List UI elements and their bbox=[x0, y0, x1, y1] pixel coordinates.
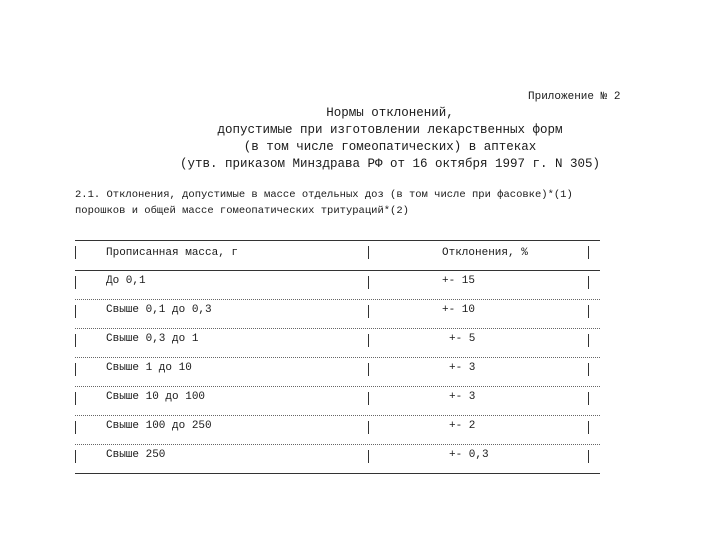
cell-mass: Свыше 10 до 100 bbox=[106, 391, 206, 403]
cell-deviation: +- 5 bbox=[449, 333, 476, 345]
row-separator bbox=[75, 299, 600, 300]
cell-mass: Свыше 1 до 10 bbox=[106, 362, 192, 374]
header-bottom-rule bbox=[75, 270, 600, 271]
row-4-border-2 bbox=[588, 392, 589, 405]
cell-deviation: +- 2 bbox=[449, 420, 476, 432]
section-paragraph: 2.1. Отклонения, допустимые в массе отдельных доз (в том числе при фасовке)*(1) порошков и общей массе гомеопатических тритураций*(2) bbox=[75, 189, 573, 217]
row-5-border-1 bbox=[368, 421, 369, 434]
row-2-border-0 bbox=[75, 334, 76, 347]
header-deviation: Отклонения, % bbox=[442, 247, 528, 259]
document-title-line-3: (в том числе гомеопатических) в аптеках bbox=[243, 140, 537, 154]
header-border-0 bbox=[75, 246, 76, 259]
cell-deviation: +- 3 bbox=[449, 391, 476, 403]
row-3-border-2 bbox=[588, 363, 589, 376]
row-6-border-2 bbox=[588, 450, 589, 463]
row-6-border-1 bbox=[368, 450, 369, 463]
cell-deviation: +- 3 bbox=[449, 362, 476, 374]
cell-mass: Свыше 0,1 до 0,3 bbox=[106, 304, 212, 316]
row-separator bbox=[75, 415, 600, 416]
cell-mass: Свыше 100 до 250 bbox=[106, 420, 212, 432]
row-3-border-1 bbox=[368, 363, 369, 376]
row-separator bbox=[75, 328, 600, 329]
row-separator bbox=[75, 444, 600, 445]
cell-mass: Свыше 250 bbox=[106, 449, 166, 461]
row-4-border-0 bbox=[75, 392, 76, 405]
row-1-border-1 bbox=[368, 305, 369, 318]
row-5-border-0 bbox=[75, 421, 76, 434]
cell-mass: До 0,1 bbox=[106, 275, 146, 287]
row-4-border-1 bbox=[368, 392, 369, 405]
cell-mass: Свыше 0,3 до 1 bbox=[106, 333, 199, 345]
cell-deviation: +- 10 bbox=[442, 304, 476, 316]
row-2-border-1 bbox=[368, 334, 369, 347]
appendix-label: Приложение № 2 bbox=[528, 91, 621, 103]
row-1-border-0 bbox=[75, 305, 76, 318]
row-1-border-2 bbox=[588, 305, 589, 318]
document-title-line-2: допустимые при изготовлении лекарственных форм bbox=[217, 123, 563, 137]
row-2-border-2 bbox=[588, 334, 589, 347]
row-0-border-2 bbox=[588, 276, 589, 289]
row-0-border-1 bbox=[368, 276, 369, 289]
row-0-border-0 bbox=[75, 276, 76, 289]
header-border-2 bbox=[588, 246, 589, 259]
cell-deviation: +- 15 bbox=[442, 275, 476, 287]
document-title-line-4: (утв. приказом Минздрава РФ от 16 октября 1997 г. N 305) bbox=[179, 157, 601, 171]
row-5-border-2 bbox=[588, 421, 589, 434]
row-separator bbox=[75, 357, 600, 358]
row-6-border-0 bbox=[75, 450, 76, 463]
table-top-rule bbox=[75, 240, 600, 241]
row-3-border-0 bbox=[75, 363, 76, 376]
cell-deviation: +- 0,3 bbox=[449, 449, 489, 461]
header-prescribed-mass: Прописанная масса, г bbox=[106, 247, 239, 259]
header-border-1 bbox=[368, 246, 369, 259]
row-separator bbox=[75, 386, 600, 387]
table-bottom-rule bbox=[75, 473, 600, 474]
document-title-line-1: Нормы отклонений, bbox=[326, 106, 454, 120]
